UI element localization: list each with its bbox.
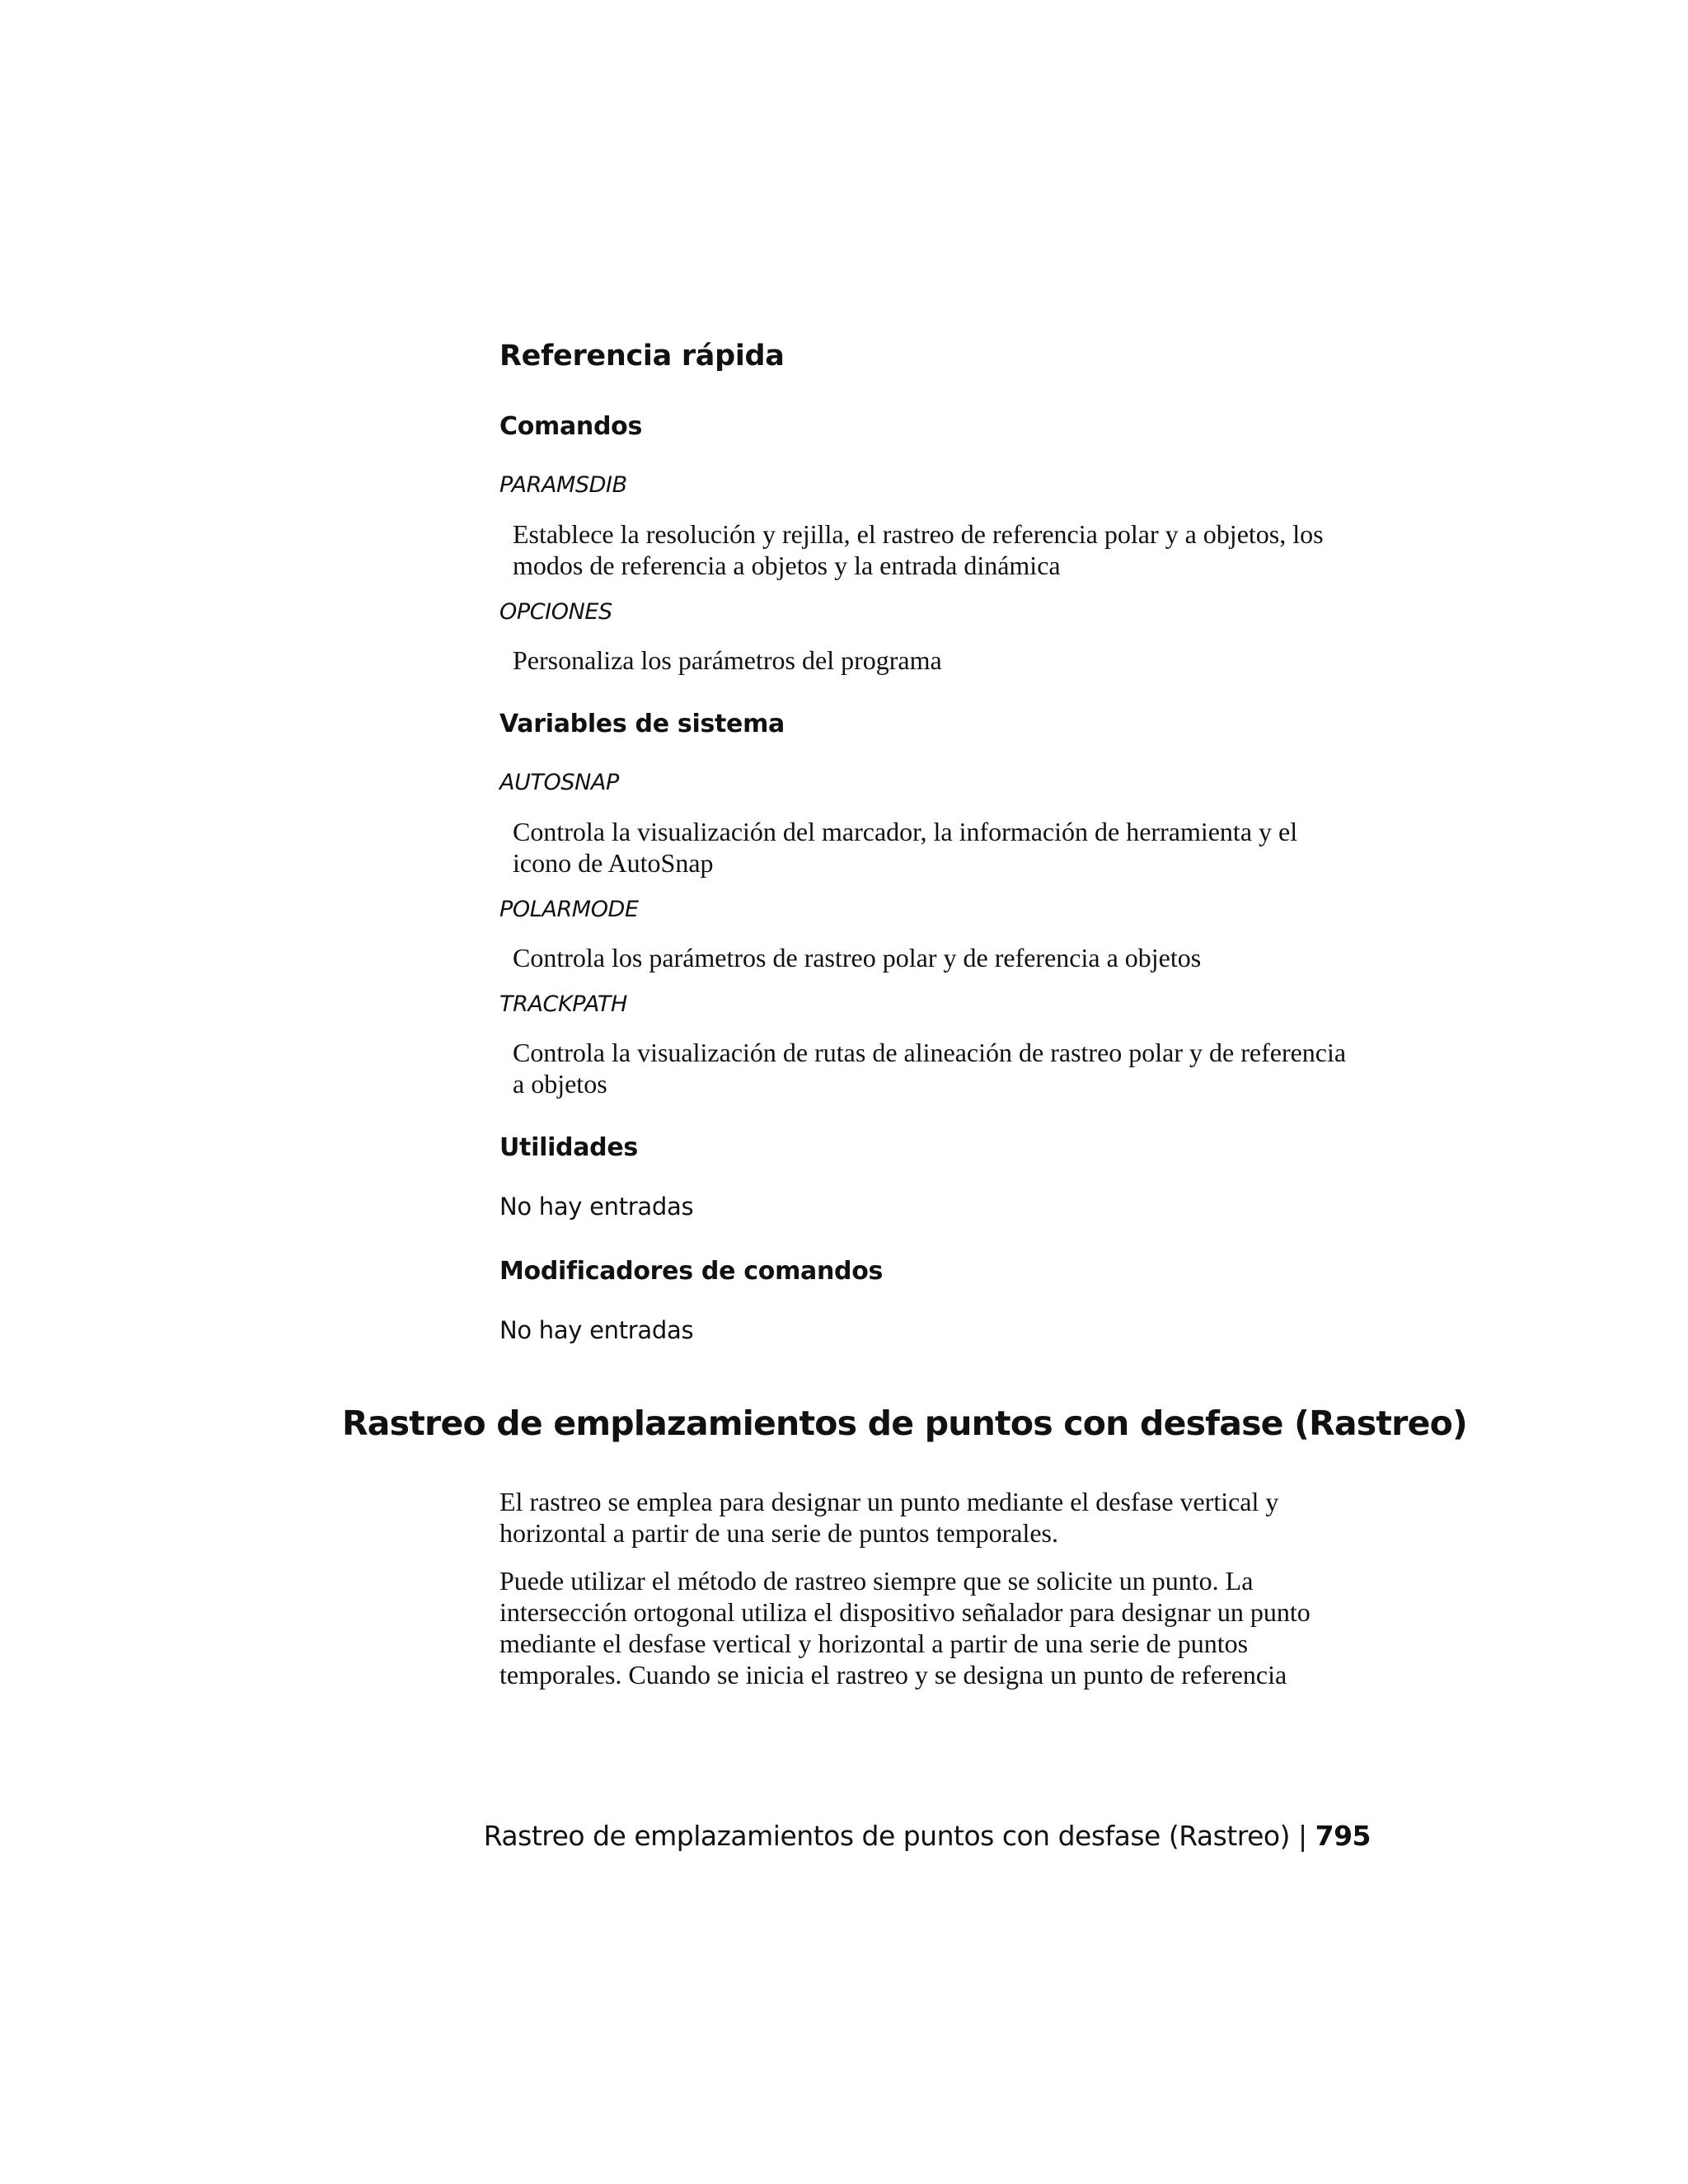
variable-term-polarmode: POLARMODE <box>499 897 639 922</box>
variable-description-trackpath <box>513 1037 1411 1099</box>
utilities-text: No hay entradas <box>499 1193 694 1221</box>
description-line: modos de referencia a objetos y la entrada dinámica <box>513 551 1061 580</box>
paragraph-line: temporales. Cuando se inicia el rastreo y se designa un punto de referencia <box>499 1660 1287 1690</box>
section-title: Rastreo de emplazamientos de puntos con desfase (Rastreo) <box>342 1404 1467 1443</box>
variable-description-autosnap <box>513 816 1411 879</box>
section-paragraph-1 <box>499 1486 1381 1549</box>
command-term-opciones: OPCIONES <box>499 599 612 625</box>
paragraph-line: El rastreo se emplea para designar un punto mediante el desfase vertical y <box>499 1487 1279 1516</box>
paragraph-line: intersección ortogonal utiliza el dispositivo señalador para designar un punto <box>499 1597 1311 1627</box>
variable-term-trackpath: TRACKPATH <box>499 991 627 1017</box>
quick-reference-title: Referencia rápida <box>499 340 785 373</box>
paragraph-line: mediante el desfase vertical y horizontal a partir de una serie de puntos <box>499 1629 1249 1658</box>
utilities-heading: Utilidades <box>499 1133 638 1162</box>
footer-running-title: Rastreo de emplazamientos de puntos con desfase (Rastreo) <box>483 1820 1290 1852</box>
variable-term-autosnap: AUTOSNAP <box>499 770 619 795</box>
page-footer <box>484 1820 1371 1852</box>
description-line: Controla la visualización de rutas de alineación de rastreo polar y de referencia <box>513 1038 1347 1067</box>
command-modifiers-heading: Modificadores de comandos <box>499 1257 884 1286</box>
description-line: Controla la visualización del marcador, la información de herramienta y el <box>513 817 1298 846</box>
command-modifiers-text: No hay entradas <box>499 1316 694 1344</box>
commands-heading: Comandos <box>499 412 643 441</box>
section-paragraph-2 <box>499 1565 1381 1690</box>
paragraph-line: Puede utilizar el método de rastreo siempre que se solicite un punto. La <box>499 1566 1254 1596</box>
description-line: a objetos <box>513 1069 607 1099</box>
description-line: icono de AutoSnap <box>513 848 714 878</box>
command-term-paramsdib: PARAMSDIB <box>499 472 627 498</box>
footer-separator: | <box>1297 1820 1307 1852</box>
description-line: Controla los parámetros de rastreo polar y de referencia a objetos <box>513 943 1202 972</box>
description-line: Personaliza los parámetros del programa <box>513 645 942 675</box>
variable-description-polarmode <box>513 942 1411 973</box>
system-variables-heading: Variables de sistema <box>499 710 785 738</box>
page-number: 795 <box>1315 1820 1371 1852</box>
paragraph-line: horizontal a partir de una serie de puntos temporales. <box>499 1518 1058 1548</box>
command-description-paramsdib <box>513 518 1411 581</box>
command-description-opciones <box>513 644 1411 676</box>
description-line: Establece la resolución y rejilla, el rastreo de referencia polar y a objetos, los <box>513 519 1324 549</box>
